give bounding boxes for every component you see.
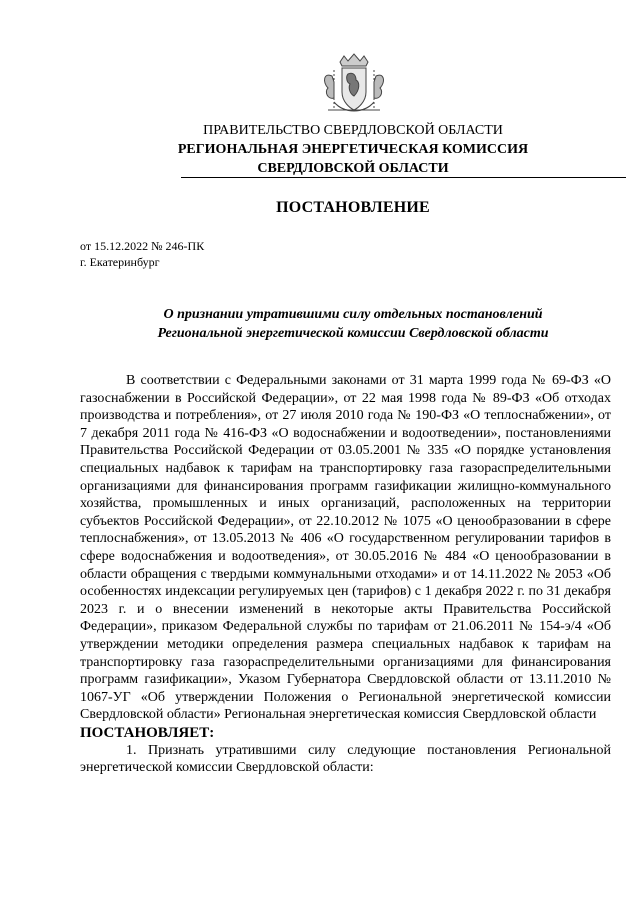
header-divider: [181, 177, 626, 178]
header-government: ПРАВИТЕЛЬСТВО СВЕРДЛОВСКОЙ ОБЛАСТИ: [203, 123, 503, 138]
document-body: [80, 372, 611, 777]
header-commission: РЕГИОНАЛЬНАЯ ЭНЕРГЕТИЧЕСКАЯ КОМИССИЯ: [177, 142, 529, 157]
document-title: ПОСТАНОВЛЕНИЕ: [276, 199, 430, 216]
coat-of-arms-emblem: [320, 52, 388, 118]
document-city: г. Екатеринбург: [80, 255, 160, 269]
document-date-number: от 15.12.2022 № 246-ПК: [80, 239, 205, 253]
header-region: СВЕРДЛОВСКОЙ ОБЛАСТИ: [257, 161, 449, 176]
item-1-paragraph: 1. Признать утратившими силу следующие постановления Региональной энергетической комиссии Свердловской области:: [80, 742, 611, 776]
document-subject: [80, 305, 626, 343]
document-subject-line2: Региональной энергетической комиссии Свердловской области: [157, 326, 549, 341]
decree-heading: ПОСТАНОВЛЯЕТ:: [80, 724, 215, 741]
document-subject-line1: О признании утратившими силу отдельных постановлений: [163, 307, 543, 322]
preamble-paragraph: В соответствии с Федеральными законами от 31 марта 1999 года № 69-ФЗ «О газоснабжении в Российской Федерации», от 22 мая 1998 года № 89-ФЗ «Об отходах производства и потребления», от 27 июля 2010 года № 190-ФЗ «О теплоснабжении», от 7 декабря 2011 года № 416-ФЗ «О водоснабжении и водоотведении», постановлениями Правительства Российской Федерации от 03.05.2001 № 335 «О порядке установления специальных надбавок к тарифам на транспортировку газа газораспределительными организациями для финансирования программ газификации жилищно-коммунального хозяйства, промышленных и иных организаций, расположенных на территории субъектов Российской Федерации», от 22.10.2012 № 1075 «О ценообразовании в сфере теплоснабжения», от 13.05.2013 № 406 «О государственном регулировании тарифов в сфере водоснабжения и водоотведения», от 30.05.2016 № 484 «О ценообразовании в области обращения с твердыми коммунальными отходами» и от 14.11.2022 № 2053 «Об особенностях индексации регулируемых цен (тарифов) с 1 декабря 2022 г. по 31 декабря 2023 г. и о внесении изменений в некоторые акты Правительства Российской Федерации», приказом Федеральной службы по тарифам от 21.06.2011 № 154-э/4 «Об утверждении методики определения размера специальных надбавок к тарифам на транспортировку газа газораспределительными организациями для финансирования программ газификации», Указом Губернатора Свердловской области от 13.11.2010 № 1067-УГ «Об утверждении Положения о Региональной энергетической комиссии Свердловской области» Региональная энергетическая комиссия Свердловской области: [80, 373, 611, 723]
coat-of-arms-icon: [320, 52, 388, 118]
